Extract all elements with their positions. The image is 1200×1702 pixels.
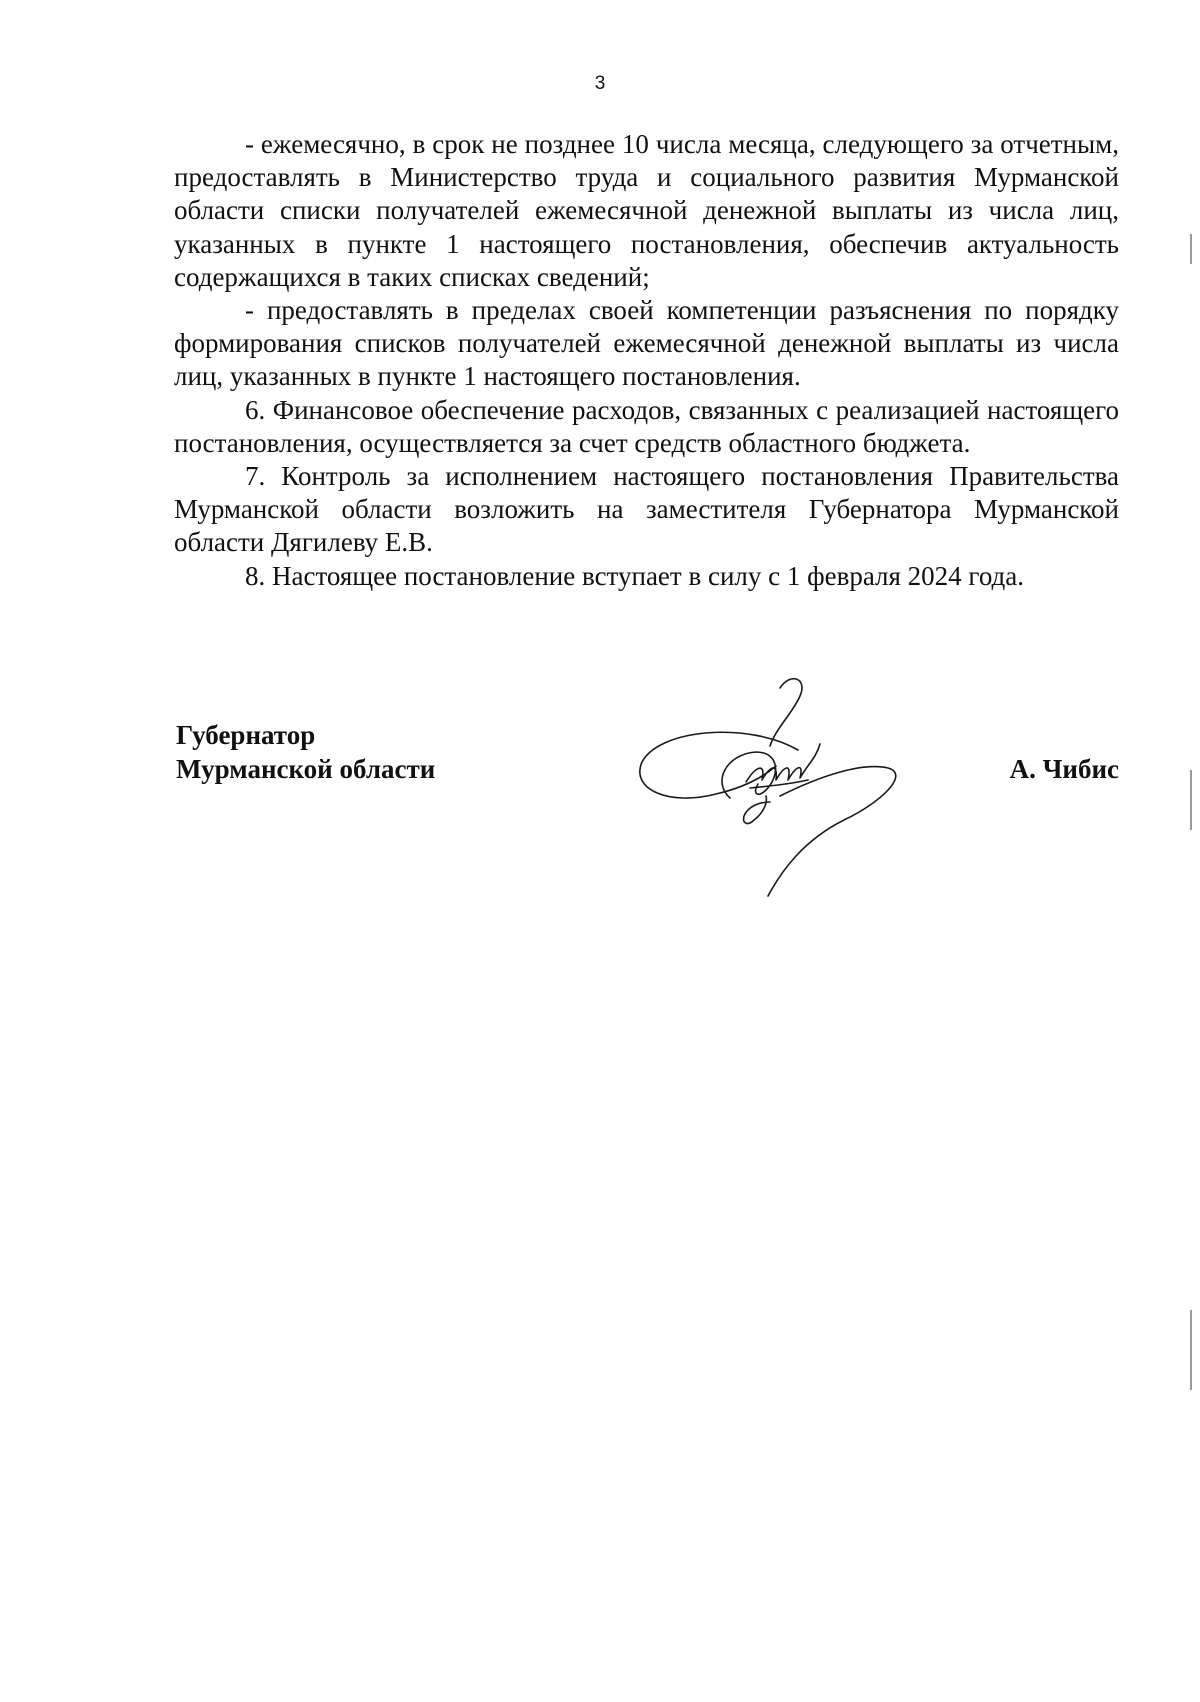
signer-title-line1: Губернатор xyxy=(176,720,316,750)
signer-title xyxy=(176,718,435,786)
paragraph-control: 7. Контроль за исполнением настоящего постановления Правительства Мурманской области возложить на заместителя Губернатора Мурманской области Дягилеву Е.В. xyxy=(174,461,1119,558)
paragraph-effective-date: 8. Настоящее постановление вступает в силу с 1 февраля 2024 года. xyxy=(245,560,1025,591)
scan-artifact-middle xyxy=(1190,770,1192,830)
paragraph-clarifications: - предоставлять в пределах своей компетенции разъяснения по порядку формирования списков получателей ежемесячной денежной выплаты из числа лиц, указанных в пункте 1 настоящего постановления. xyxy=(174,295,1119,392)
handwritten-signature xyxy=(630,670,930,910)
document-body xyxy=(174,128,1119,593)
signer-title-line2: Мурманской области xyxy=(176,754,436,784)
scan-artifact-top xyxy=(1190,234,1192,264)
scan-artifact-bottom xyxy=(1190,1310,1192,1390)
paragraph-monthly-lists: - ежемесячно, в срок не позднее 10 числа месяца, следующего за отчетным, предоставлять в Министерство труда и социального развития Мурманской области списки получателей ежемесячной денежной выплаты из числа лиц, указанных в пункте 1 настоящего постановления, обеспечив актуальность содержащихся в таких списках сведений; xyxy=(174,129,1119,292)
page-number: 3 xyxy=(594,73,606,94)
paragraph-financing: 6. Финансовое обеспечение расходов, связанных с реализацией настоящего постановления, осуществляется за счет средств областного бюджета. xyxy=(174,394,1119,458)
signer-name: А. Чибис xyxy=(1009,754,1119,784)
